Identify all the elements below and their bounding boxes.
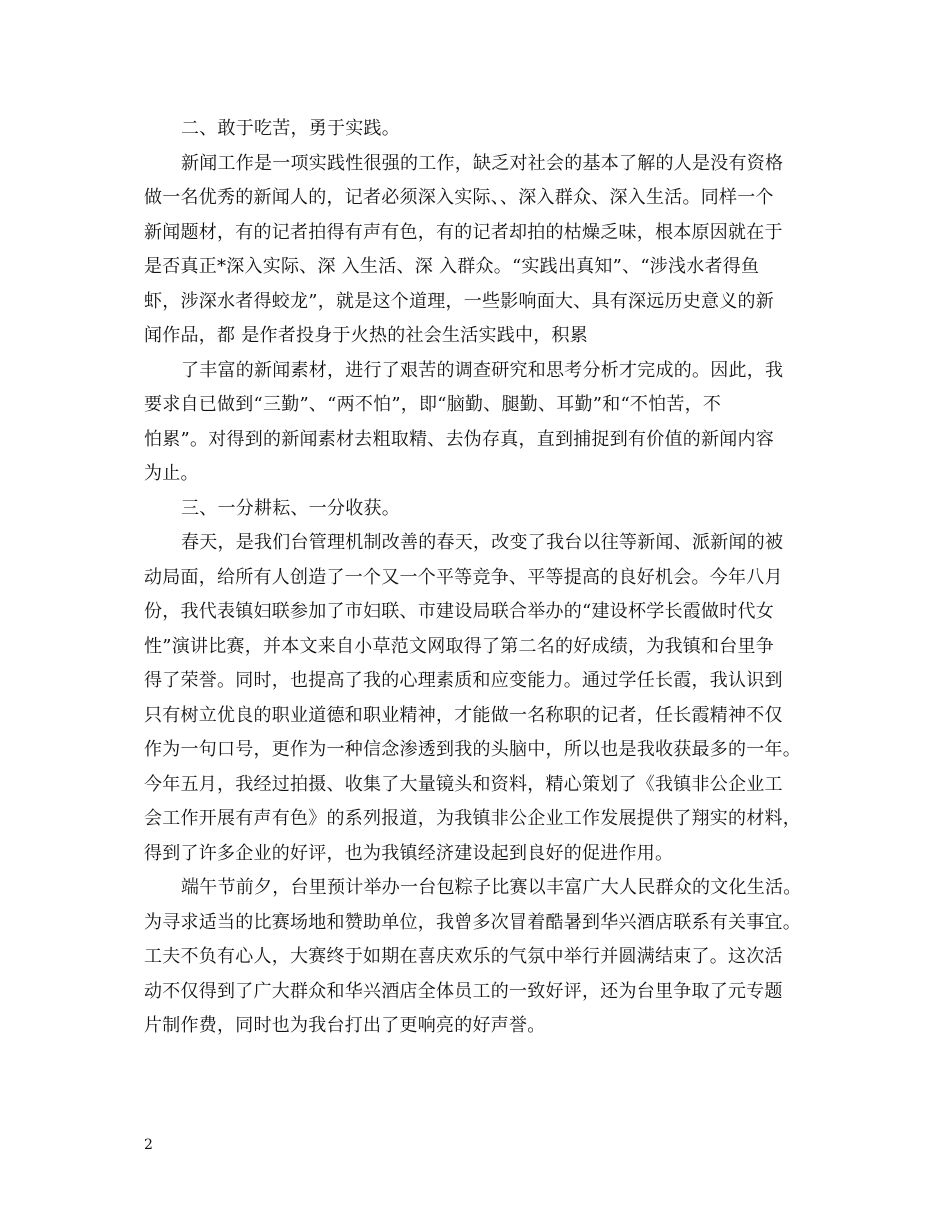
paragraph-line: 是否真正*深入实际、深 入生活、深 入群众。“实践出真知”、“涉浅水者得鱼 [144,256,760,277]
page-number: 2 [144,1137,153,1153]
paragraph-line: 得到了许多企业的好评，也为我镇经济建设起到良好的促进作用。 [144,842,674,864]
paragraph-line: 新闻工作是一项实践性很强的工作，缺乏对社会的基本了解的人是没有资格 [181,152,784,174]
paragraph-line: 要求自已做到“三勤”、“两不怕”，即“脑勤、腿勤、耳勤”和“不怕苦，不 [144,394,722,415]
paragraph-line: 了丰富的新闻素材，进行了艰苦的调查研究和思考分析才完成的。因此，我 [181,359,784,381]
paragraph-line: 会工作开展有声有色》的系列报道，为我镇非公企业工作发展提供了翔实的材料， [144,808,801,829]
paragraph-line: 片制作费，同时也为我台打出了更响亮的好声誉。 [144,1015,546,1036]
paragraph-line: 工夫不负有心人，大赛终于如期在喜庆欢乐的气氛中举行并圆满结束了。这次活 [144,946,783,967]
paragraph-line: 做一名优秀的新闻人的，记者必须深入实际、、深入群众、深入生活。同样一个 [144,187,774,208]
paragraph-line: 动局面，给所有人创造了一个又一个平等竞争、平等提高的良好机会。今年八月 [144,566,783,588]
section-heading: 二、敢于吃苦，勇于实践。 [181,118,400,139]
paragraph-line: 闻作品，都 是作者投身于火热的社会生活实践中，积累 [144,325,588,346]
paragraph-line: 份，我代表镇妇联参加了市妇联、市建设局联合举办的“建设杯学长霞做时代女 [144,601,774,622]
paragraph-line: 性”演讲比赛，并本文来自小草范文网取得了第二名的好成绩，为我镇和台里争 [144,635,774,657]
paragraph-line: 为寻求适当的比赛场地和赞助单位，我曾多次冒着酷暑到华兴酒店联系有关事宜。 [144,911,801,933]
document-body [144,112,804,1044]
paragraph-line: 为止。 [144,463,199,484]
paragraph-line: 得了荣誉。同时，也提高了我的心理素质和应变能力。通过学任长霞，我认识到 [144,670,783,691]
paragraph-line: 新闻题材，有的记者拍得有声有色，有的记者却拍的枯燥乏味，根本原因就在于 [144,221,783,243]
paragraph-line: 虾，涉深水者得蛟龙”，就是这个道理，一些影响面大、具有深远历史意义的新 [144,290,774,312]
paragraph-line: 动不仅得到了广大群众和华兴酒店全体员工的一致好评，还为台里争取了元专题 [144,980,783,1002]
paragraph-line: 春天，是我们台管理机制改善的春天，改变了我台以往等新闻、派新闻的被 [181,532,784,553]
paragraph-line: 今年五月，我经过拍摄、收集了大量镜头和资料，精心策划了《我镇非公企业工 [144,773,783,795]
paragraph-line: 作为一句口号，更作为一种信念渗透到我的头脑中，所以也是我收获最多的一年。 [144,739,801,760]
paragraph-line: 怕累”。对得到的新闻素材去粗取精、去伪存真，直到捕捉到有价值的新闻内容 [144,428,774,450]
paragraph-line: 只有树立优良的职业道德和职业精神，才能做一名称职的记者，任长霞精神不仅 [144,704,783,726]
paragraph-line: 端午节前夕，台里预计举办一台包粽子比赛以丰富广大人民群众的文化生活。 [181,877,802,898]
section-heading: 三、一分耕耘、一分收获。 [181,497,400,519]
